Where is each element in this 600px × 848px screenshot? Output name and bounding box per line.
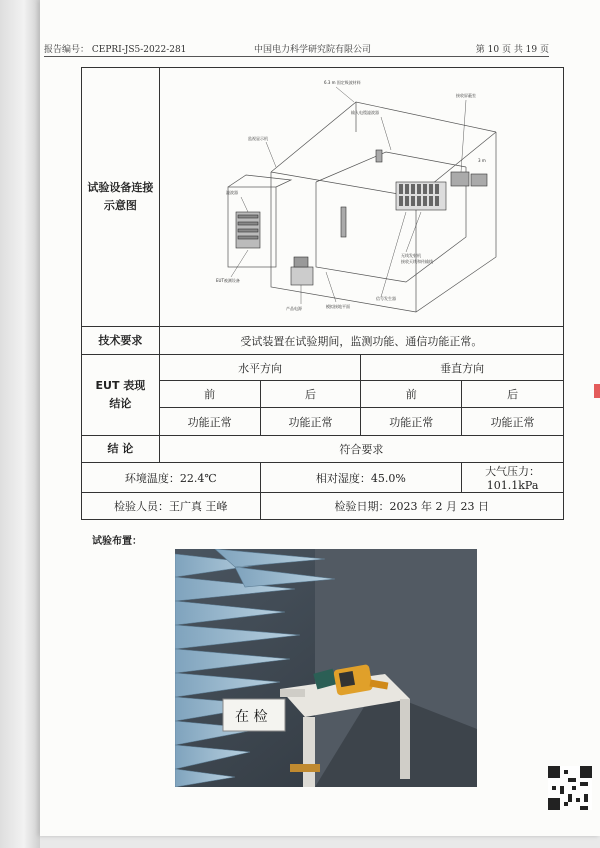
relative-humidity: 相对湿度：45.0% xyxy=(260,463,462,493)
diagram-text-filter-input: 输入电缆滤波器 xyxy=(351,110,380,115)
diagram-text-power: 产品电源 xyxy=(286,306,303,311)
diagram-text-ground-plane: 模拟接地平面 xyxy=(326,304,351,309)
horizontal-front: 前 xyxy=(159,381,260,408)
diagram-text-eut: EUT被测设备 xyxy=(216,278,241,283)
air-pressure: 大气压力：101.1kPa xyxy=(462,463,564,493)
result-horizontal-front: 功能正常 xyxy=(159,408,260,436)
environment-temperature: 环境温度：22.4℃ xyxy=(82,463,261,493)
diagram-text-antenna: 接收天线和传输线 xyxy=(401,259,434,264)
diagram-label: 试验设备连接示意图 xyxy=(82,68,160,327)
result-vertical-front: 功能正常 xyxy=(361,408,462,436)
report-number: 报告编号： CEPRI-JS5-2022-281 xyxy=(44,45,187,55)
diagram-text-filter: 滤波器 xyxy=(226,190,239,195)
inspectors: 检验人员：王广真 王峰 xyxy=(82,493,261,520)
page-header xyxy=(44,42,549,57)
diagram-text-absorber: 6.3 m 固定吸波材料 xyxy=(324,80,362,85)
diagram-text-distance: 3 m xyxy=(478,158,487,163)
margin-stamp-mark xyxy=(594,384,600,398)
result-vertical-back: 功能正常 xyxy=(462,408,564,436)
diagram-text-monitor: 监视显示机 xyxy=(248,136,269,141)
inspection-date: 检验日期：2023 年 2 月 23 日 xyxy=(260,493,563,520)
conclusion-value: 符合要求 xyxy=(159,436,563,463)
vertical-direction: 垂直方向 xyxy=(361,355,564,381)
diagram-text-signal-gen: 信号发生器 xyxy=(376,296,397,301)
connection-diagram xyxy=(216,72,506,322)
diagram-text-receive-room: 接收屏蔽室 xyxy=(456,93,477,98)
horizontal-back: 后 xyxy=(260,381,361,408)
vertical-back: 后 xyxy=(462,381,564,408)
test-layout-caption: 试验布置： xyxy=(92,536,142,547)
test-setup-photo-image xyxy=(175,549,477,787)
page-binding-edge xyxy=(0,0,40,848)
result-horizontal-back: 功能正常 xyxy=(260,408,361,436)
tech-requirement-text: 受试装置在试验期间，监测功能、通信功能正常。 xyxy=(159,327,563,355)
test-setup-photo xyxy=(175,549,477,787)
vertical-front: 前 xyxy=(361,381,462,408)
diagram-text-transmitter: 无线发射机 xyxy=(401,253,422,258)
horizontal-direction: 水平方向 xyxy=(159,355,361,381)
photo-sign-text: 在 检 xyxy=(235,709,268,725)
conclusion-label: 结 论 xyxy=(82,436,160,463)
eut-conclusion-label: EUT 表现结论 xyxy=(82,355,160,436)
page-number: 第 10 页 共 19 页 xyxy=(475,45,549,55)
connection-diagram-cell xyxy=(159,68,563,327)
organization-name: 中国电力科学研究院有限公司 xyxy=(254,45,372,55)
qr-code xyxy=(548,766,592,810)
tech-requirement-label: 技术要求 xyxy=(82,327,160,355)
test-result-table xyxy=(81,67,564,520)
